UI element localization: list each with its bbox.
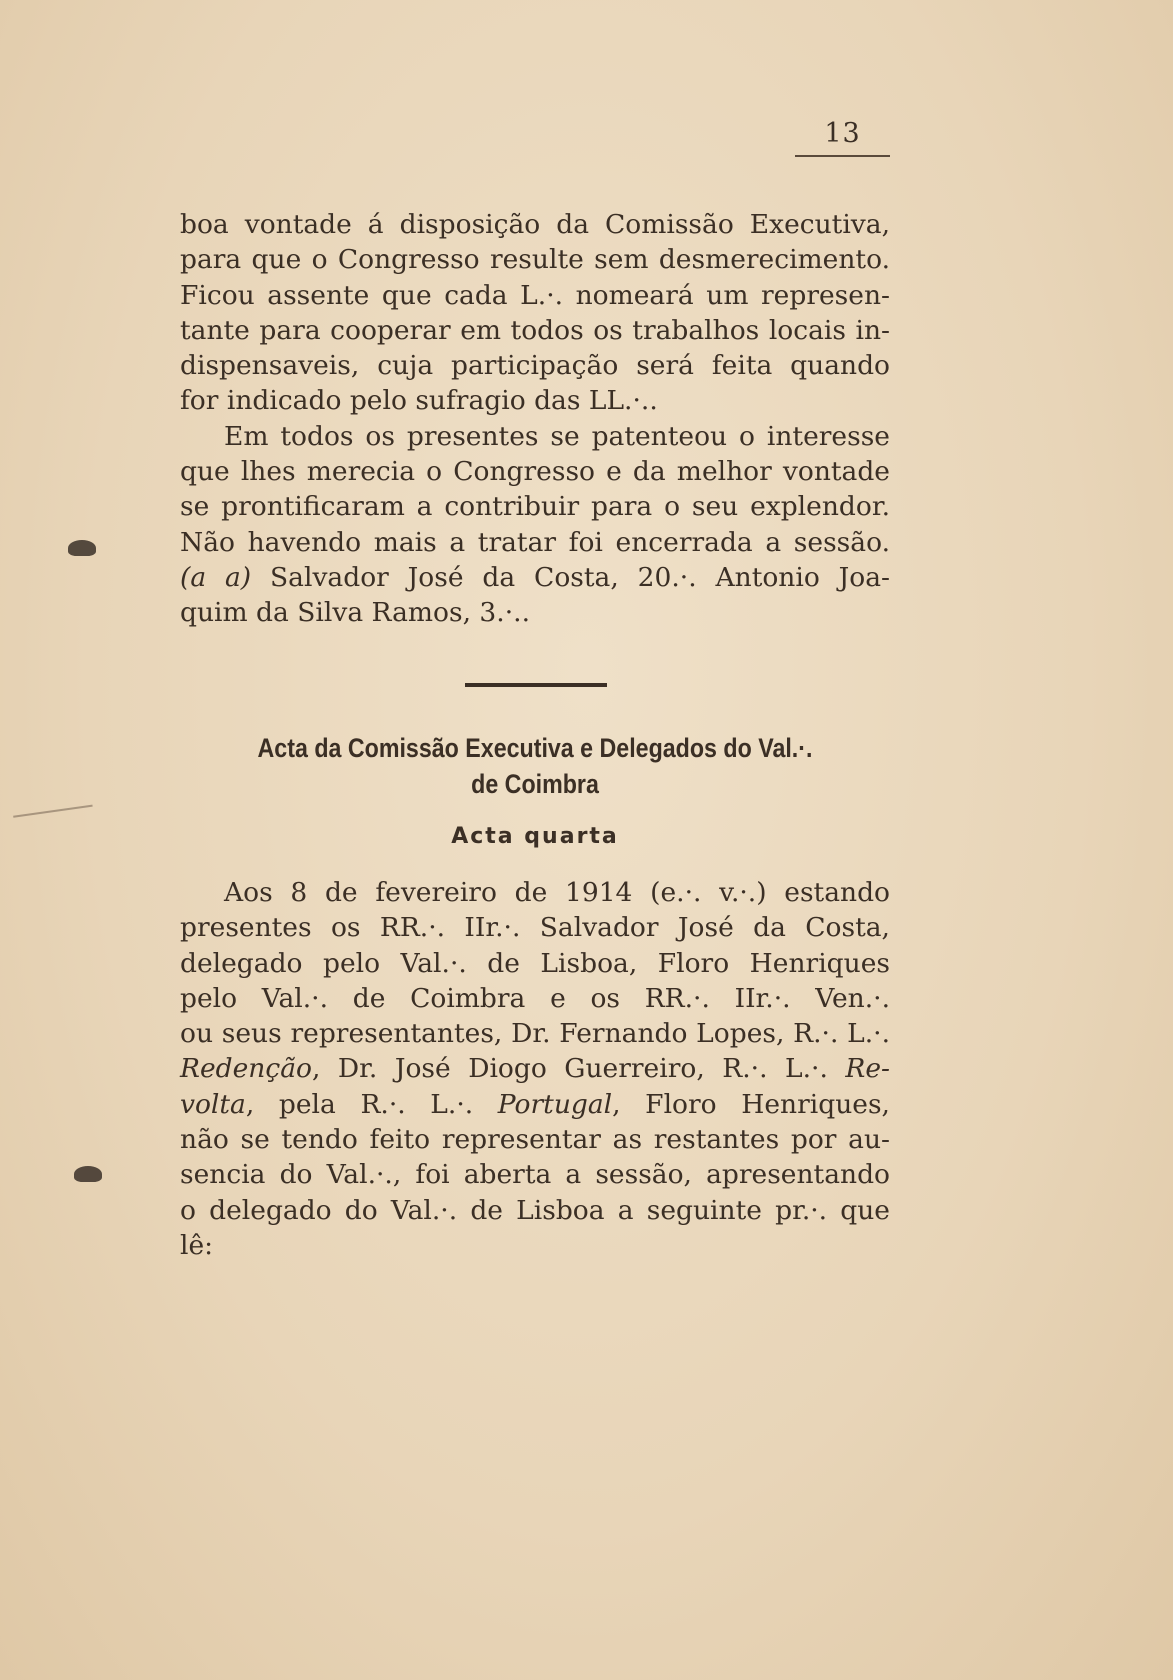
signature-line <box>180 560 890 595</box>
section-divider <box>465 683 607 687</box>
text-line: boa vontade á disposição da Comissão Executiva, <box>180 209 890 240</box>
text-line: ou seus representantes, Dr. Fernando Lopes, R.·. L.·. <box>180 1018 890 1050</box>
text-line <box>180 1051 890 1086</box>
text-fragment: , pela R.·. L.·. <box>245 1088 474 1120</box>
text-line: Em todos os presentes se patenteou o interesse <box>224 420 890 452</box>
text-fragment: , Dr. José Diogo Guerreiro, R.·. L.·. <box>311 1053 828 1085</box>
section-heading: Acta da Comissão Executiva e Delegados do Val.·. <box>257 733 813 763</box>
signatures-prefix: (a a) <box>180 561 252 593</box>
text-line: tante para cooperar em todos os trabalhos locais in- <box>180 314 890 346</box>
lodge-name: Portugal <box>497 1088 613 1120</box>
text-line: Não havendo mais a tratar foi encerrada a sessão. <box>180 526 890 558</box>
text-line: presentes os RR.·. IIr.·. Salvador José da Costa, <box>180 912 890 944</box>
binding-hole-mark <box>68 540 96 556</box>
text-line: que lhes merecia o Congresso e da melhor vontade <box>180 456 890 488</box>
text-fragment: , Floro Henriques, <box>612 1088 890 1120</box>
text-line: se prontificaram a contribuir para o seu explendor. <box>180 491 890 523</box>
text-line: dispensaveis, cuja participação será feita quando <box>180 350 890 382</box>
text-line: Aos 8 de fevereiro de 1914 (e.·. v.·.) estando <box>224 877 890 908</box>
paper-tear-mark <box>13 805 97 848</box>
section-subheading: Acta quarta <box>451 824 619 849</box>
text-line: delegado pelo Val.·. de Lisboa, Floro Henriques <box>180 947 890 979</box>
signatures-text: Salvador José da Costa, 20.·. Antonio Joa- <box>270 561 890 593</box>
text-line: quim da Silva Ramos, 3.·.. <box>180 597 530 629</box>
lodge-name: Re- <box>845 1053 890 1085</box>
section-heading-cont: de Coimbra <box>471 769 599 799</box>
text-line: Ficou assente que cada L.·. nomeará um represen- <box>180 279 890 311</box>
page-number-rule <box>795 155 890 157</box>
lodge-name: volta <box>180 1088 246 1120</box>
text-line: não se tendo feito representar as restantes por au- <box>180 1124 890 1156</box>
lodge-name: Redenção <box>180 1053 312 1085</box>
text-line: o delegado do Val.·. de Lisboa a seguinte pr.·. que <box>180 1194 890 1226</box>
text-line: lê: <box>180 1229 214 1261</box>
binding-hole-mark <box>74 1166 102 1182</box>
paragraph-continuation <box>180 207 890 631</box>
paragraph-minutes <box>180 875 890 1263</box>
page-number: 13 <box>824 118 861 149</box>
text-line: para que o Congresso resulte sem desmerecimento. <box>180 244 890 276</box>
text-line: sencia do Val.·., foi aberta a sessão, apresentando <box>180 1159 890 1191</box>
text-line <box>180 1087 890 1122</box>
text-line: pelo Val.·. de Coimbra e os RR.·. IIr.·. Ven.·. <box>180 982 890 1014</box>
text-line: for indicado pelo sufragio das LL.·.. <box>180 385 658 417</box>
